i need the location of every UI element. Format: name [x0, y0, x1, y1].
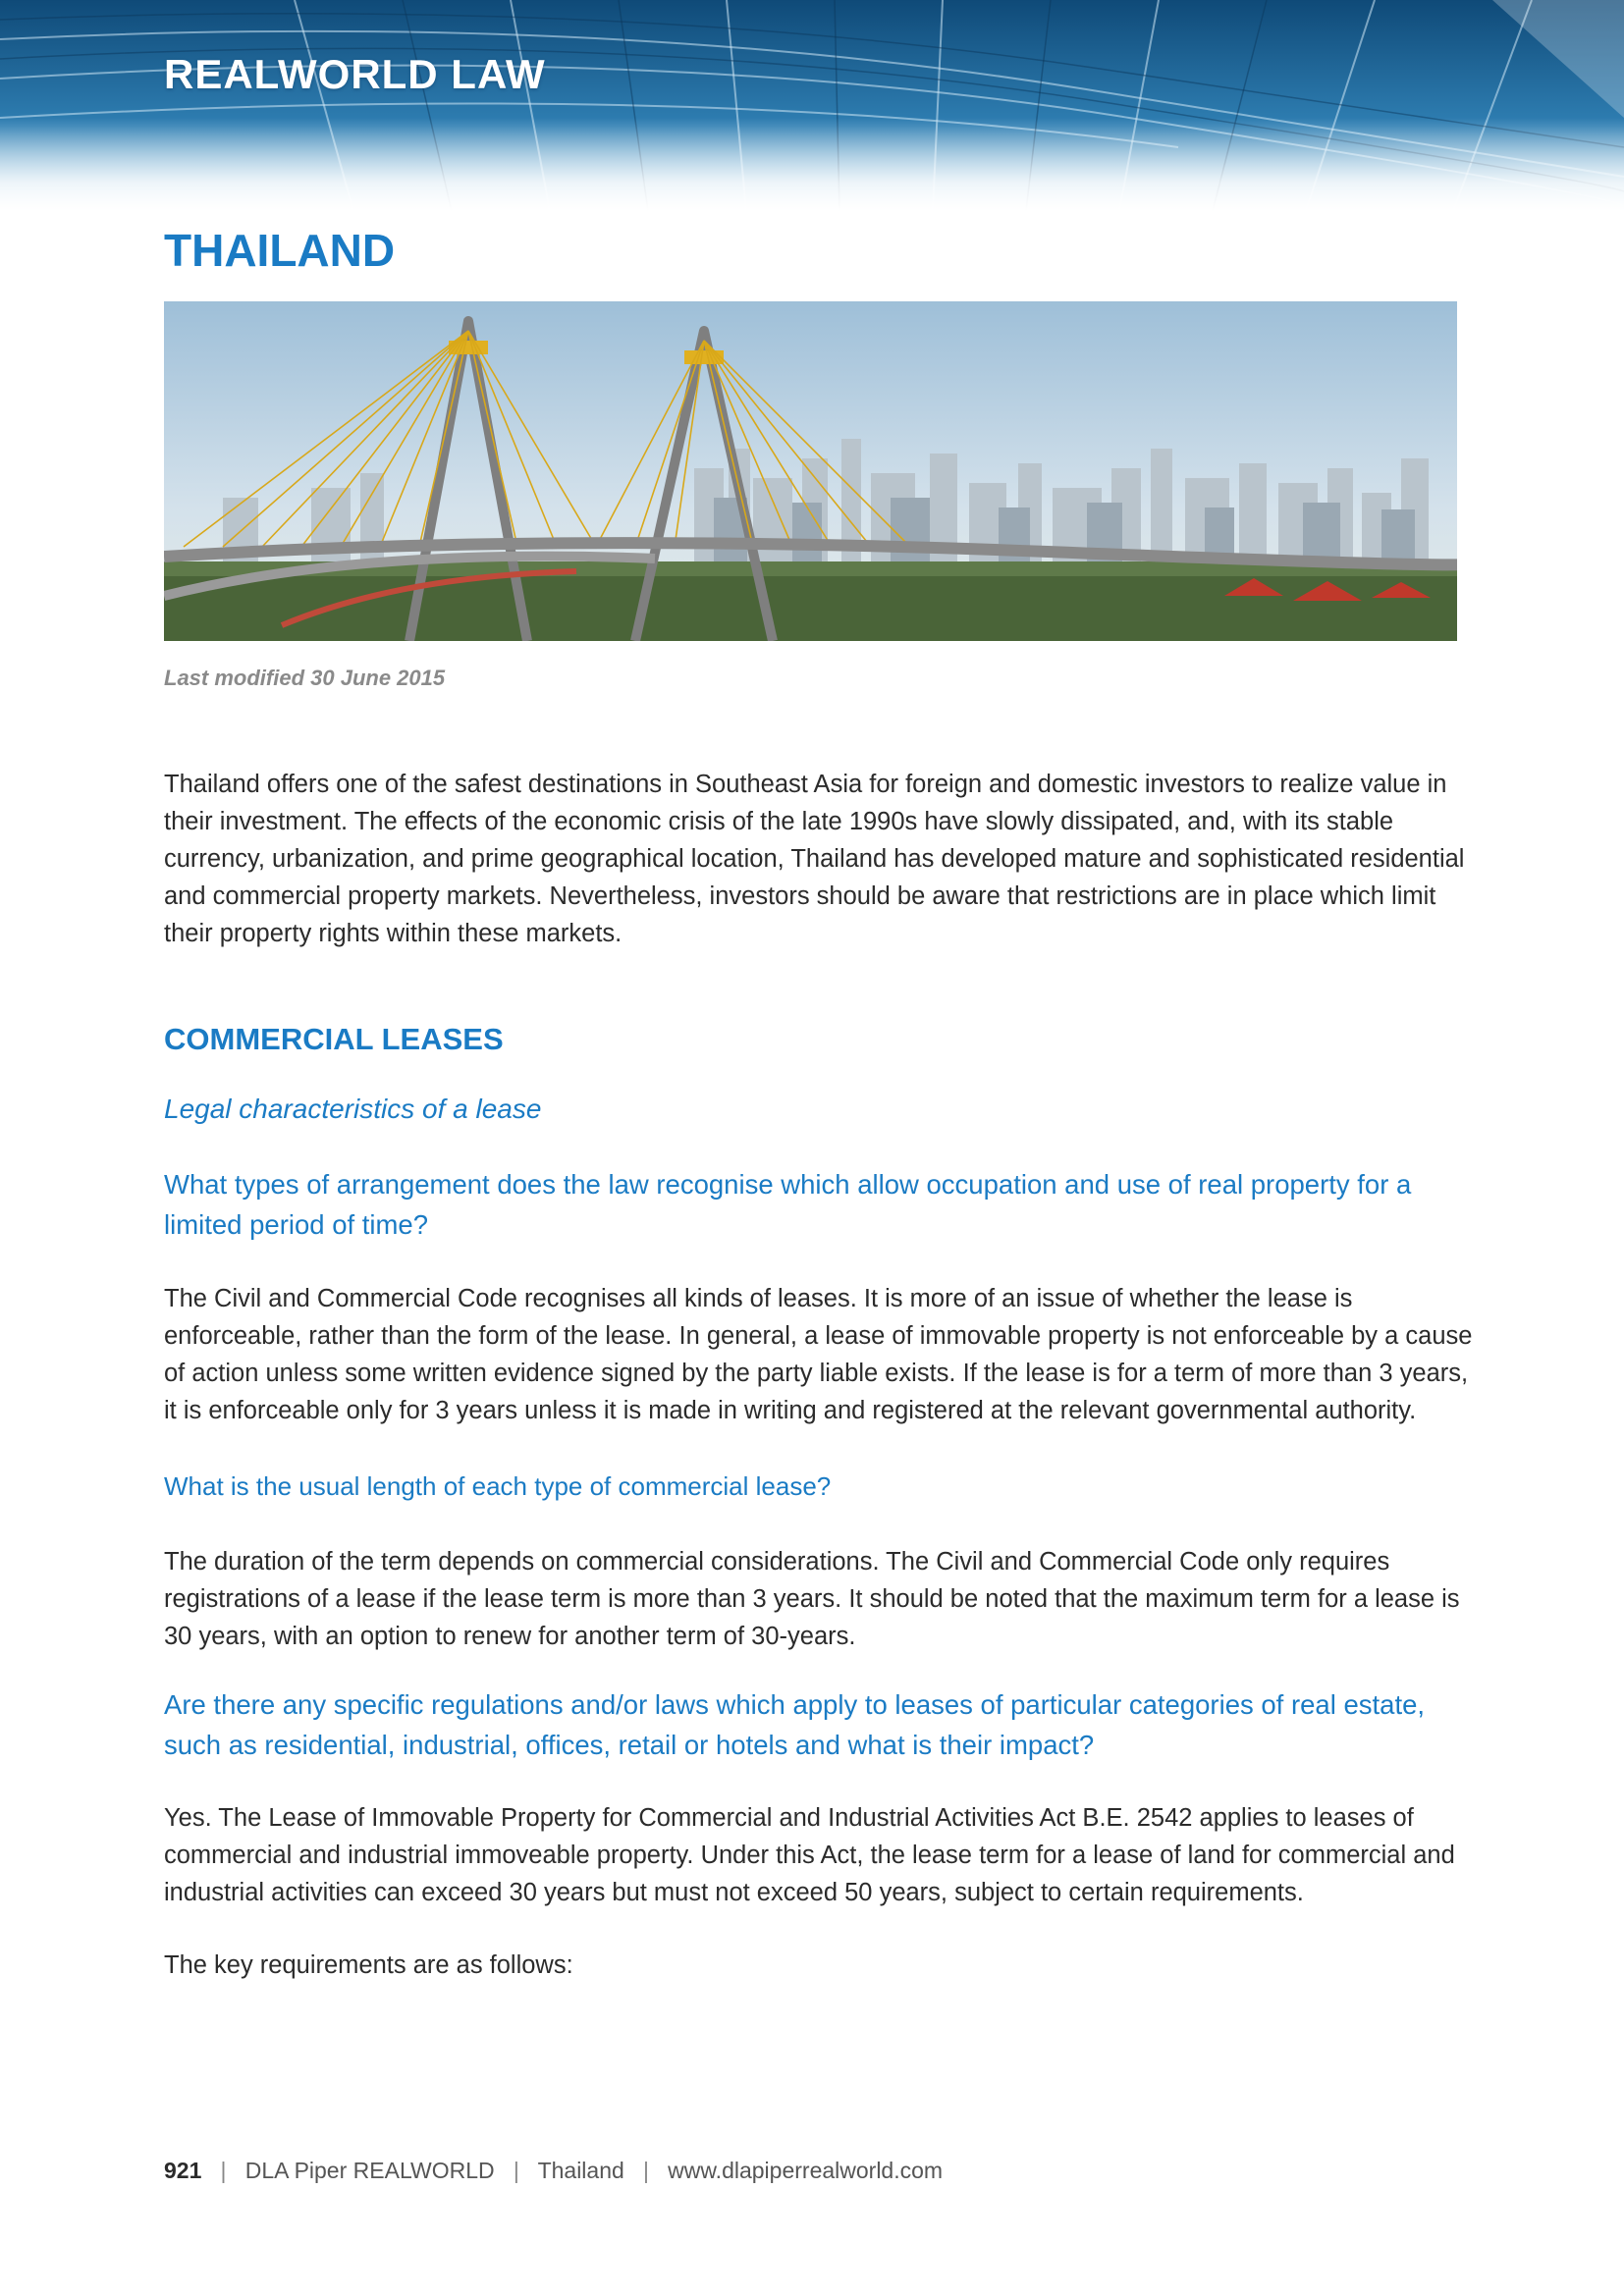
- footer-separator: |: [642, 2158, 649, 2183]
- page-number: 921: [164, 2158, 202, 2183]
- answer-paragraph: Yes. The Lease of Immovable Property for Commercial and Industrial Activities Act B.E. 2542 applies to leases of commercial and industrial immoveable property. Under this Act, the lease term for a lease of land for commercial and industrial activities can exceed 30 years but must not exceed 50 years, subject to certain requirements.: [164, 1804, 1455, 1906]
- footer-separator: |: [513, 2158, 519, 2183]
- question-heading: What is the usual length of each type of commercial lease?: [164, 1471, 832, 1501]
- footer-country: Thailand: [537, 2158, 624, 2183]
- last-modified-date: Last modified 30 June 2015: [164, 666, 446, 690]
- section-subheading: Legal characteristics of a lease: [164, 1094, 542, 1124]
- section-heading: COMMERCIAL LEASES: [164, 1022, 504, 1056]
- intro-paragraph: Thailand offers one of the safest destinations in Southeast Asia for foreign and domestic investors to realize value in their investment. The effects of the economic crisis of the late 1990s have slowly dissipated, and, with its stable currency, urbanization, and prime geographical location, Thailand has developed mature and sophisticated residential and commercial property markets. Nevertheless, investors should be aware that restrictions are in place which limit their property rights within these markets.: [164, 771, 1465, 947]
- footer-publication: DLA Piper REALWORLD: [244, 2158, 495, 2183]
- footer-separator: |: [220, 2158, 227, 2183]
- main-content: [164, 766, 1480, 1984]
- hero-image: [164, 301, 1457, 641]
- footer-website-link[interactable]: www.dlapiperrealworld.com: [668, 2158, 944, 2183]
- answer-paragraph: The Civil and Commercial Code recognises all kinds of leases. It is more of an issue of whether the lease is enforceable, rather than the form of the lease. In general, a lease of immovable property is not enforceable by a cause of action unless some written evidence signed by the party liable exists. If the lease is for a term of more than 3 years, it is enforceable only for 3 years unless it is made in writing and registered at the relevant governmental authority.: [164, 1285, 1473, 1424]
- page-title: THAILAND: [164, 225, 396, 276]
- page-footer: [164, 2158, 943, 2184]
- banner-title: REALWORLD LAW: [164, 51, 546, 97]
- followup-paragraph: The key requirements are as follows:: [164, 1951, 573, 1979]
- header-banner: [0, 0, 1624, 211]
- question-heading: Are there any specific regulations and/or laws which apply to leases of particular categories of real estate, such as residential, industrial, offices, retail or hotels and what is their impact?: [164, 1689, 1426, 1760]
- bridge-skyline-illustration: [164, 301, 1457, 641]
- question-heading: What types of arrangement does the law recognise which allow occupation and use of real property for a limited period of time?: [164, 1169, 1412, 1240]
- answer-paragraph: The duration of the term depends on commercial considerations. The Civil and Commercial Code only requires registrations of a lease if the lease term is more than 3 years. It should be noted that the maximum term for a lease is 30 years, with an option to renew for another term of 30-years.: [164, 1548, 1460, 1650]
